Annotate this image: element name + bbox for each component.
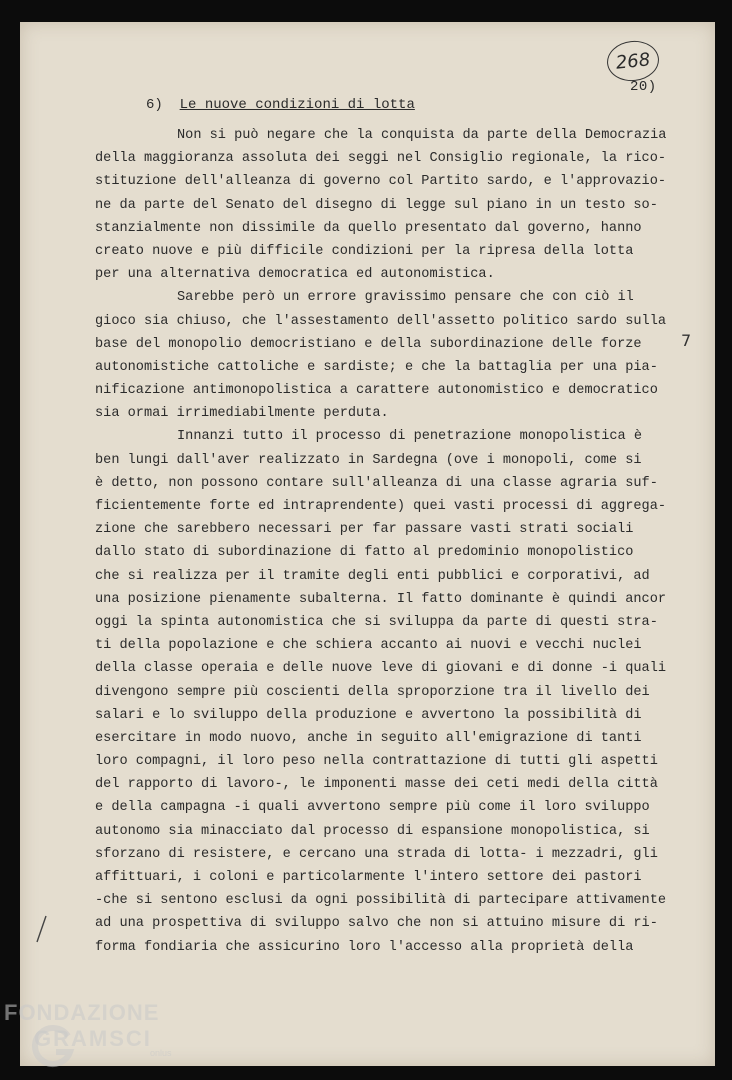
text-line: esercitare in modo nuovo, anche in seguito all'emigrazione di tanti	[95, 730, 642, 746]
text-line: divengono sempre più coscienti della sproporzione tra il livello dei	[95, 684, 650, 700]
margin-slash-mark	[33, 914, 49, 944]
text-line: Non si può negare che la conquista da parte della Democrazia	[177, 128, 667, 143]
text-line: sia ormai irrimediabilmente perduta.	[95, 406, 389, 422]
text-line: base del monopolio democristiano e della subordinazione delle forze	[95, 336, 642, 352]
text-line: oggi la spinta autonomistica che si sviluppa da parte di questi stra-	[95, 614, 658, 630]
text-line: ben lungi dall'aver realizzato in Sardegna (ove i monopoli, come si	[95, 452, 642, 468]
text-line: autonomo sia minacciato dal processo di espansione monopolistica, si	[95, 823, 650, 839]
text-line: affittuari, i coloni e particolarmente l'intero settore dei pastori	[95, 870, 642, 885]
watermark-sub: onlus	[150, 1048, 172, 1058]
watermark-line1: FONDAZIONE	[4, 1000, 160, 1025]
margin-mark-right: 7	[681, 331, 692, 350]
text-line: nificazione antimonopolistica a carattere autonomistico e democratico	[95, 383, 658, 399]
text-line: della classe operaia e delle nuove leve di giovani e di donne -i quali	[95, 661, 667, 677]
text-line: una posizione pienamente subalterna. Il fatto dominante è quindi ancor	[95, 591, 667, 607]
text-line: stanzialmente non dissimile da quello presentato dal governo, hanno	[95, 220, 642, 236]
text-line: ti della popolazione e che schiera accanto ai nuovi e vecchi nuclei	[95, 638, 642, 654]
watermark-g-icon	[28, 1022, 78, 1072]
text-line: per una alternativa democratica ed autonomistica.	[95, 267, 495, 283]
text-line: zione che sarebbero necessari per far passare vasti strati sociali	[95, 522, 634, 538]
text-line: forma fondiaria che assicurino loro l'accesso alla proprietà della	[95, 939, 634, 955]
text-line: -che si sentono esclusi da ogni possibilità di partecipare attivamente	[95, 893, 667, 909]
text-line: della maggioranza assoluta dei seggi nel Consiglio regionale, la rico-	[95, 151, 667, 167]
section-title: Le nuove condizioni di lotta	[179, 97, 415, 113]
text-line: dallo stato di subordinazione di fatto al predominio monopolistico	[95, 545, 634, 561]
text-line: e della campagna -i quali avvertono sempre più come il loro sviluppo	[95, 800, 650, 816]
archive-number: 268	[614, 48, 652, 74]
text-line: gioco sia chiuso, che l'assestamento dell'assetto politico sardo sulla	[95, 313, 667, 329]
text-line: loro compagni, il loro peso nella contrattazione di tutti gli aspetti	[95, 754, 658, 770]
text-line: salari e lo sviluppo della produzione e avvertono la possibilità di	[95, 707, 642, 723]
text-line: che si realizza per il tramite degli enti pubblici e corporativi, ad	[95, 568, 650, 584]
section-heading	[146, 97, 415, 113]
text-line: ficientemente forte ed intraprendente) quei vasti processi di aggrega-	[95, 499, 667, 514]
body-text	[95, 124, 666, 959]
text-line: stituzione dell'alleanza di governo col Partito sardo, e l'approvazio-	[95, 174, 667, 190]
watermark-logo	[4, 1000, 172, 1058]
text-line: autonomistiche cattoliche e sardiste; e che la battaglia per una pia-	[95, 359, 658, 375]
section-number: 6)	[146, 97, 163, 113]
text-line: sforzano di resistere, e cercano una strada di lotta- i mezzadri, gli	[95, 846, 658, 862]
text-line: creato nuove e più difficile condizioni per la ripresa della lotta	[95, 243, 634, 259]
text-line: è detto, non possono contare sull'alleanza di una classe agraria suf-	[95, 475, 658, 491]
text-line: del rapporto di lavoro-, le imponenti masse dei ceti medi della città	[95, 777, 658, 793]
text-line: Sarebbe però un errore gravissimo pensare che con ciò il	[177, 290, 634, 306]
watermark-line2: GRAMSCI	[34, 1026, 152, 1051]
page-number: 20)	[630, 79, 657, 95]
text-line: Innanzi tutto il processo di penetrazione monopolistica è	[177, 429, 642, 445]
text-line: ne da parte del Senato del disegno di legge sul piano in un testo so-	[95, 197, 658, 213]
text-line: ad una prospettiva di sviluppo salvo che non si attuino misure di ri-	[95, 916, 658, 932]
